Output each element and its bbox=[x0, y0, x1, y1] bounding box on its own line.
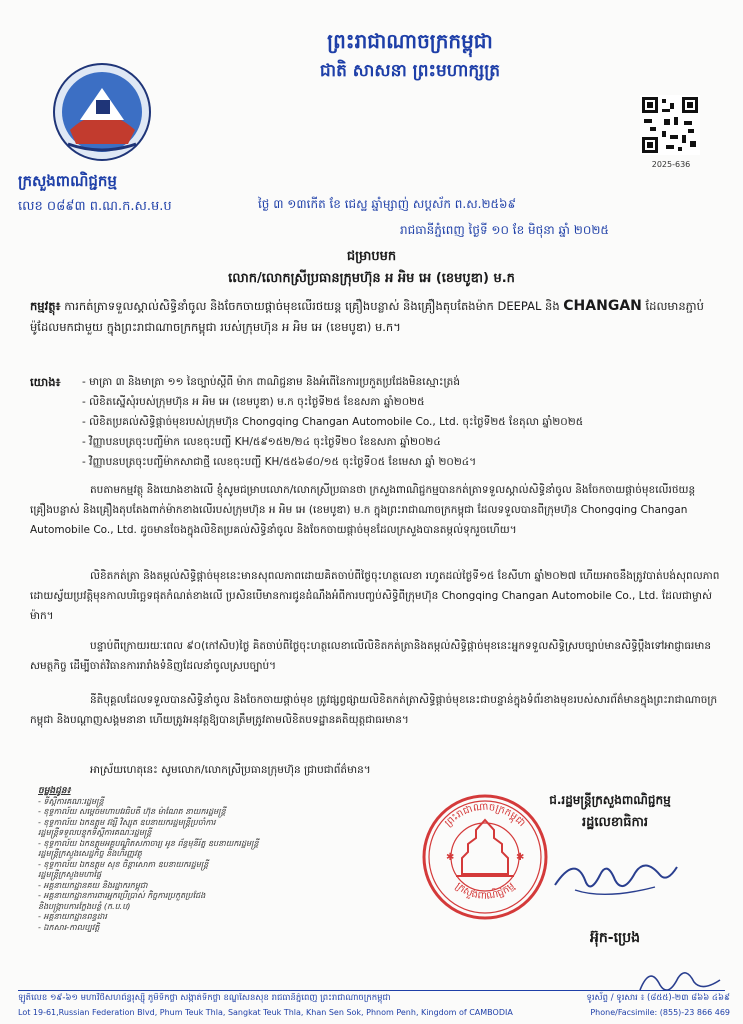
cc-item: - អគ្គនាយកដ្ឋានគយ និងរដ្ឋាករកម្ពុជា bbox=[38, 880, 148, 890]
references-block bbox=[30, 372, 720, 472]
signature-title: រដ្ឋលេខាធិការ bbox=[581, 815, 648, 830]
svg-text:ក្រសួងពាណិជ្ជកម្ម bbox=[453, 881, 517, 902]
cc-item: - ខុទ្ទកាល័យ ឯកឧត្តម សុខ ចិន្តាសោភា ឧបនាយករដ្ឋមន្ត្រី bbox=[38, 859, 209, 869]
footer-address-kh: ឡូតិ៍លេខ ១៩-៦១ មហាវិថីសហព័ន្ធរុស្ស៊ី ភូមិទឹកថ្លា សង្កាត់ទឹកថ្លា ខណ្ឌសែនសុខ រាជធានីភ្នំពេញ ព្រះរាជាណាចក្រកម្ពុជា bbox=[18, 993, 391, 1003]
cc-item: រដ្ឋមន្ត្រីទទួលបន្ទុកទីស្ដីការគណៈរដ្ឋមន្ត្រី bbox=[38, 828, 152, 837]
lunar-date: ថ្ងៃ ៣ ១៣កើត ខែ ជេស្ឋ ឆ្នាំម្សាញ់ សប្តស័ក ព.ស.២៥៦៩ bbox=[258, 197, 517, 211]
cc-item: - ខុទ្ទកាល័យ សម្ដេចមហាបវរធិបតី ហ៊ុន ម៉ាណែត នាយករដ្ឋមន្ត្រី bbox=[38, 807, 226, 816]
paragraph-4: នីតិបុគ្គលដែលទទួលបានសិទ្ធិនាំចូល និងចែកចាយផ្ដាច់មុខ ត្រូវផ្សព្វផ្សាយលិខិតកត់ត្រាសិទ្ធិផ្តាច់មុខនេះជាបន្ទាន់ក្នុងទំព័រខាងមុខរបស់សារព័ត៌មានក្នុងព្រះរាជាណាចក្រកម្ពុជា និងបណ្តាញសង្គមនានា ហើយត្រូវអនុវត្តឱ្យបានត្រឹមត្រូវតាមលិខិតបទដ្ឋានគតិយុត្តជាធរមាន។ bbox=[30, 694, 718, 726]
stamp-bottom-text: ក្រសួងពាណិជ្ជកម្ម bbox=[453, 880, 517, 903]
reference-item: - វិញ្ញាបនបត្រចុះបញ្ជីម៉ាក លេខចុះបញ្ជី KH/៥៩១៥២/២៤ ចុះថ្ងៃទី២០ ខែឧសភា ឆ្នាំ២០២៤ bbox=[82, 436, 441, 448]
reference-number: លេខ ០៨៩៣ ព.ណ.ក.ស.ម.ប bbox=[18, 199, 172, 214]
national-motto: ជាតិ សាសនា ព្រះមហាក្សត្រ bbox=[319, 61, 501, 81]
footer-divider bbox=[18, 990, 725, 991]
salutation: ជម្រាបមក bbox=[346, 249, 397, 264]
cc-item: - ខុទ្ទកាល័យ ឯកឧត្តមអគ្គបណ្ឌិតសភាចារ្យ អូន ព័ន្ធមុនីរ័ត្ន ឧបនាយករដ្ឋមន្ត្រី bbox=[38, 838, 259, 848]
kingdom-heading: ព្រះរាជាណាចក្រកម្ពុជា bbox=[327, 29, 493, 53]
paragraph-closing: អាស្រ័យហេតុនេះ សូមលោក/លោកស្រីប្រធានក្រុមហ៊ុន ជ្រាបជាព័ត៌មាន។ bbox=[90, 764, 371, 776]
stamp-top-text: ព្រះរាជាណាចក្រកម្ពុជា bbox=[442, 801, 528, 830]
cc-item: - ឯកសារ-កាលប្បវត្តិ bbox=[38, 922, 100, 932]
references-label: យោង៖ bbox=[30, 375, 61, 389]
ministry-logo bbox=[50, 60, 155, 165]
official-stamp bbox=[420, 792, 550, 922]
reference-item: - វិញ្ញាបនបត្រចុះបញ្ជីម៉ាកសាជាថ្មី លេខចុះបញ្ជី KH/៥៥៦៨០/១៥ ចុះថ្ងៃទី០៥ ខែមេសា ឆ្នាំ ២០២៤។ bbox=[82, 456, 477, 468]
ministry-name: ក្រសួងពាណិជ្ជកម្ម bbox=[18, 172, 117, 190]
svg-text:✱: ✱ bbox=[446, 852, 455, 863]
reference-item: - មាត្រា ៣ និងមាត្រា ១១ នៃច្បាប់ស្តីពី ម៉ាក ពាណិជ្ជនាម និងអំពើនៃការប្រកួតប្រជែងមិនស្មោះត្រង់ bbox=[82, 376, 460, 388]
signature-position: ជ.រដ្ឋមន្ត្រីក្រសួងពាណិជ្ជកម្ម bbox=[549, 793, 671, 807]
cc-item: - ទីស្ដីការគណៈរដ្ឋមន្ត្រី bbox=[38, 796, 104, 806]
footer-address-en: Lot 19-61,Russian Federation Blvd, Phum Teuk Thla, Sangkat Teuk Thla, Khan Sen Sok, Phnom Penh, Kingdom of CAMBODIA bbox=[18, 1008, 513, 1017]
qr-code-number: 2025-636 bbox=[651, 160, 691, 169]
cc-item: រដ្ឋមន្ត្រីក្រសួងសេដ្ឋកិច្ច និងហិរញ្ញវត្ថុ bbox=[38, 849, 142, 858]
cc-item: - អគ្គនាយកដ្ឋានពន្ធដារ bbox=[38, 912, 107, 921]
cc-label: ចម្លងជូន៖ bbox=[38, 786, 71, 796]
paragraph-1: តបតាមកម្មវត្ថុ និងយោងខាងលើ ខ្ញុំសូមជម្រាបលោក/លោកស្រីប្រធានថា ក្រសួងពាណិជ្ជកម្មបានកត់ត្រាទទួលស្គាល់សិទ្ធិនាំចូល និងចែកចាយផ្ដាច់មុខលើរថយន្ត គ្រឿងបន្លាស់ និងគ្រឿងតុបតែងពាក់ម៉ាកខាងលើរបស់ក្រុមហ៊ុន អ អិម អេ (ខេមបូឌា) ម.ក ក្នុងព្រះរាជាណាចក្រកម្ពុជា ដែលទទួលបានពីក្រុមហ៊ុន Chongqing Changan Automobile Co., Ltd. ដូចមានចែងក្នុងលិខិតប្រគល់សិទ្ធិនាំចូល និងចែកចាយផ្ដាច់មុខដែលក្រសួងបានតម្កល់ទុករួចហើយ។ bbox=[30, 484, 696, 536]
qr-code bbox=[640, 95, 700, 155]
cc-item: និងបង្ក្រាបការក្លែងបន្លំ (ក.ប.ប) bbox=[38, 901, 131, 911]
subject-block bbox=[30, 296, 720, 338]
subject-text-continued: ដែលមានភ្ជាប់ម៉ូដែលមកជាមួយ ក្នុងព្រះរាជាណាចក្រកម្ពុជា របស់ក្រុមហ៊ុន អ អិម អេ (ខេមបូឌា) ម.ក។ bbox=[30, 299, 704, 334]
cc-item: - អគ្គនាយកដ្ឋានការពារអ្នកប្រើប្រាស់ កិច្ចការប្រកួតប្រជែង bbox=[38, 891, 206, 900]
signatory-name: អ៊ុក-ប្រេង bbox=[590, 930, 640, 946]
cc-item: - ខុទ្ទកាល័យ ឯកឧត្តម វង្សី វិស្សុត ឧបនាយករដ្ឋមន្ត្រីប្រចាំការ bbox=[38, 817, 216, 827]
svg-text:✱: ✱ bbox=[516, 852, 525, 863]
cc-list bbox=[38, 786, 338, 933]
subject-text: ការកត់ត្រាទទួលស្គាល់សិទ្ធិនាំចូល និងចែកចាយផ្ដាច់មុខលើរថយន្ត គ្រឿងបន្លាស់ និងគ្រឿងតុបតែងម៉ាក DEEPAL និង bbox=[64, 299, 560, 313]
paragraph-3: បន្ទាប់ពីក្រោយរយៈពេល ៩០(កៅសិប)ថ្ងៃ គិតចាប់ពីថ្ងៃចុះហត្ថលេខាលើលិខិតកត់ត្រានិងតម្កល់សិទ្ធិផ្តាច់មុខនេះអ្នកទទួលសិទ្ធិស្របច្បាប់មានសិទ្ធិប្តឹងទៅអាជ្ញាធរមានសមត្ថកិច្ច ដើម្បីចាត់វិធានការរារាំងទំនិញដែលនាំចូលស្របច្បាប់។ bbox=[30, 640, 712, 672]
subject-label: កម្មវត្ថុ៖ bbox=[30, 299, 61, 313]
footer-phone-kh: ទូរស័ព្ទ / ទូរសារ ៖ (៨៥៥)-២៣ ៨៦៦ ៤៦៩ bbox=[586, 993, 730, 1003]
reference-item: - លិខិតប្រគល់សិទ្ធិផ្តាច់មុខរបស់ក្រុមហ៊ុន Chongqing Changan Automobile Co., Ltd. ចុះថ្ងៃទី២៥ ខែតុលា ឆ្នាំ២០២៥ bbox=[82, 416, 584, 428]
paragraph-2: លិខិតកត់ត្រា និងតម្កល់សិទ្ធិផ្តាច់មុខនេះមានសុពលភាពដោយគិតចាប់ពីថ្ងៃចុះហត្ថលេខា រហូតដល់ថ្ងៃទី១៥ ខែសីហា ឆ្នាំ២០២៧ ហើយអាចនឹងត្រូវបាត់បង់សុពលភាពដោយស្វ័យប្រវត្តិមុនកាលបរិច្ឆេទផុតកំណត់ខាងលើ ប្រសិនបើមានការជូនដំណឹងអំពីការបញ្ចប់សិទ្ធិពីក្រុមហ៊ុន Chongqing Changan Automobile Co., Ltd. ដែលជាម្ចាស់ម៉ាក។ bbox=[30, 570, 720, 622]
footer-phone-en: Phone/Facsimile: (855)-23 866 469 bbox=[590, 1008, 730, 1017]
handwritten-signature bbox=[545, 845, 685, 905]
recipient-name: លោក/លោកស្រីប្រធានក្រុមហ៊ុន អ អិម អេ (ខេមបូឌា) ម.ក bbox=[228, 271, 515, 286]
reference-item: - លិខិតស្នើសុំរបស់ក្រុមហ៊ុន អ អិម អេ (ខេមបូឌា) ម.ក ចុះថ្ងៃទី២៥ ខែឧសភា ឆ្នាំ២០២៥ bbox=[82, 396, 425, 408]
solar-date: រាជធានីភ្នំពេញ ថ្ងៃទី ១០ ខែ មិថុនា ឆ្នាំ ២០២៥ bbox=[400, 223, 609, 237]
cc-item: រដ្ឋមន្ត្រីក្រសួងមហាផ្ទៃ bbox=[38, 870, 102, 879]
changan-brand: CHANGAN bbox=[563, 298, 642, 314]
references-list bbox=[82, 372, 583, 472]
